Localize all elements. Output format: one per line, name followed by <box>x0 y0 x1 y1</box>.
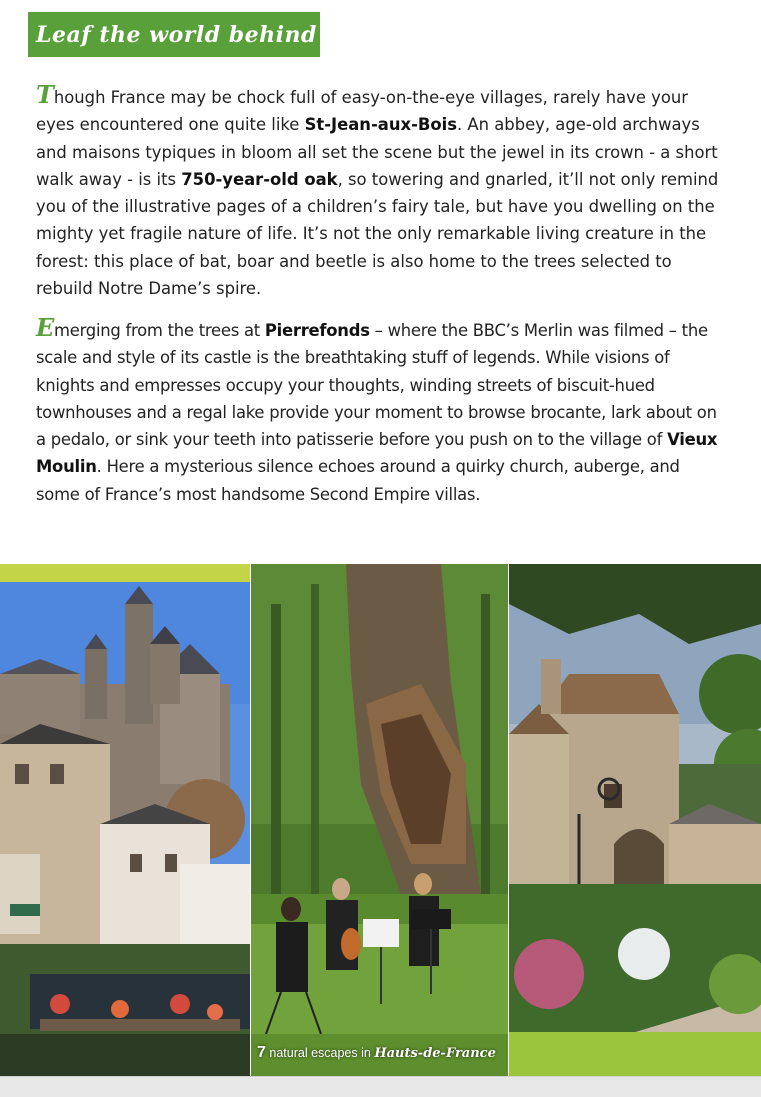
paragraph-text: hough France may be chock full of easy-on-the-eye villages, rarely have your eyes encountered one quite like <box>36 88 688 135</box>
place-name-pierrefonds: Pierrefonds <box>264 321 370 340</box>
page-bottom-edge <box>0 1076 761 1097</box>
castle-photo <box>0 564 250 1076</box>
green-strip <box>509 1032 761 1076</box>
article-paragraph-2 <box>36 313 726 508</box>
caption-brand: Hauts-de-France <box>374 1046 496 1061</box>
paragraph-text: merging from the trees at <box>54 321 265 340</box>
place-name-vieux-moulin: Vieux Moulin <box>36 430 718 477</box>
section-title: Leaf the world behind <box>36 21 317 48</box>
section-title-banner <box>28 12 320 57</box>
oak-highlight: 750-year-old oak <box>181 169 338 189</box>
page-caption <box>257 1044 496 1062</box>
paragraph-text: . Here a mysterious silence echoes around a quirky church, auberge, and some of France’s most handsome Second Empire villas. <box>36 457 680 504</box>
article-paragraph-1 <box>36 80 726 302</box>
drop-cap: T <box>36 80 54 109</box>
drop-cap: E <box>36 313 55 342</box>
oak-tree-photo <box>251 564 508 1076</box>
photo-strip <box>0 564 761 1076</box>
paragraph-text: . An abbey, age-old archways and maisons typiques in bloom all set the scene but the jewel in its crown - a short walk away - is its <box>36 115 718 189</box>
place-name-st-jean: St-Jean-aux-Bois <box>304 115 458 135</box>
lime-strip <box>0 564 250 582</box>
paragraph-text: , so towering and gnarled, it’ll not only remind you of the illustrative pages of a children’s fairy tale, but have you dwelling on the mighty yet fragile nature of life. It’s not the only remarkable living creature in the forest: this place of bat, boar and beetle is also home to the trees selected to rebuild Notre Dame’s spire. <box>36 169 719 299</box>
caption-text: natural escapes in <box>265 1046 375 1060</box>
paragraph-text: – where the BBC’s Merlin was filmed – the scale and style of its castle is the breathtaking stuff of legends. While visions of knights and empresses occupy your thoughts, winding streets of biscuit-hued townhouses and a regal lake provide your moment to browse brocante, lark about on a pedalo, or sink your teeth into patisserie before you push on to the village of <box>36 321 717 450</box>
village-photo <box>509 564 761 1076</box>
caption-number: 7 <box>257 1044 266 1061</box>
